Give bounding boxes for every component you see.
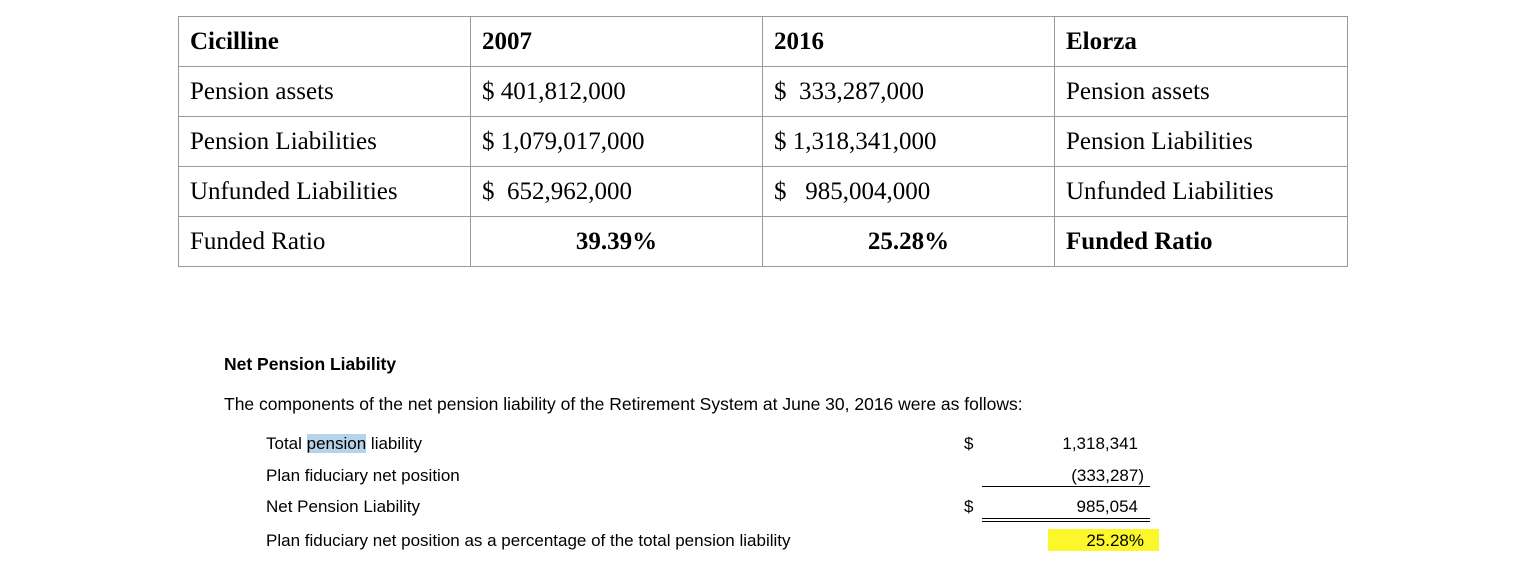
value-2007: $ 1,079,017,000 bbox=[471, 117, 763, 167]
double-rule-bottom bbox=[982, 521, 1150, 522]
percentage-label: Plan fiduciary net position as a percentage of the total pension liability bbox=[266, 531, 791, 550]
header-cicilline: Cicilline bbox=[179, 17, 471, 67]
value-2016: $ 333,287,000 bbox=[763, 67, 1055, 117]
search-highlight: pension bbox=[306, 434, 367, 453]
header-2007: 2007 bbox=[471, 17, 763, 67]
fiduciary-amount: (333,287) bbox=[1071, 466, 1144, 485]
row-label-right: Funded Ratio bbox=[1055, 217, 1348, 267]
fiduciary-label: Plan fiduciary net position bbox=[266, 466, 460, 485]
percentage-amount: 25.28% bbox=[1086, 531, 1144, 550]
row-label: Pension Liabilities bbox=[179, 117, 471, 167]
total-liability-amount: 1,318,341 bbox=[1062, 434, 1138, 453]
row-label: Funded Ratio bbox=[179, 217, 471, 267]
row-label: Unfunded Liabilities bbox=[179, 167, 471, 217]
excerpt-title: Net Pension Liability bbox=[224, 354, 397, 374]
total-liability-label: Total pension liability bbox=[266, 434, 422, 453]
value-2016: $ 985,004,000 bbox=[763, 167, 1055, 217]
funded-ratio-2007: 39.39% bbox=[471, 217, 763, 267]
net-liability-amount: 985,054 bbox=[1076, 497, 1138, 516]
dollar-sign: $ bbox=[964, 497, 974, 516]
double-rule-top bbox=[982, 518, 1150, 519]
row-label: Pension assets bbox=[179, 67, 471, 117]
row-label-right: Pension assets bbox=[1055, 67, 1348, 117]
value-2007: $ 401,812,000 bbox=[471, 67, 763, 117]
funded-ratio-2016: 25.28% bbox=[763, 217, 1055, 267]
dollar-sign: $ bbox=[964, 434, 974, 453]
value-2007: $ 652,962,000 bbox=[471, 167, 763, 217]
header-2016: 2016 bbox=[763, 17, 1055, 67]
header-elorza: Elorza bbox=[1055, 17, 1348, 67]
row-label-right: Unfunded Liabilities bbox=[1055, 167, 1348, 217]
excerpt-intro: The components of the net pension liability of the Retirement System at June 30, 2016 were as follows: bbox=[224, 394, 1023, 414]
value-2016: $ 1,318,341,000 bbox=[763, 117, 1055, 167]
row-label-right: Pension Liabilities bbox=[1055, 117, 1348, 167]
net-liability-label: Net Pension Liability bbox=[266, 497, 421, 516]
subtotal-rule bbox=[982, 486, 1150, 487]
